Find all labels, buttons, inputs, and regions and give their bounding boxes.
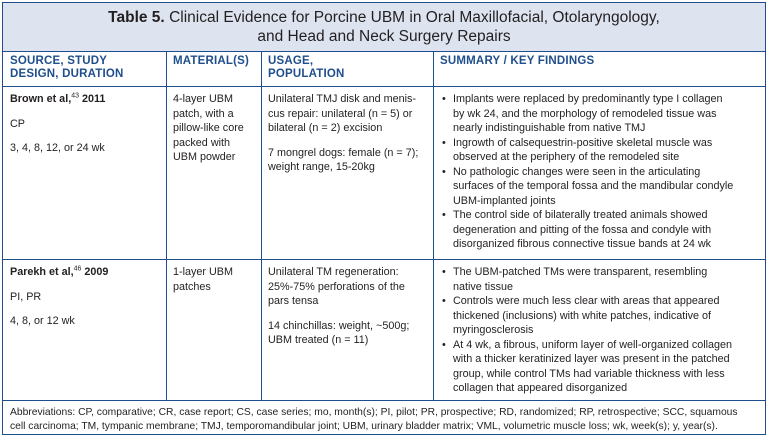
row-divider bbox=[3, 400, 765, 401]
finding-item: • Implants were replaced by predominantly type I collagen by wk 24, and the morphology of remodeled tissue was nearly indistinguishable from native TMJ bbox=[440, 92, 762, 136]
finding-item: • At 4 wk, a fibrous, uniform layer of well-organized collagen with a thicker keratinized layer was present in the patched group, while control TMs had variable thickness with less collagen that appeared disorganized bbox=[440, 338, 762, 396]
clinical-evidence-table bbox=[2, 2, 766, 435]
table-row-1-usage: Unilateral TMJ disk and menis- cus repair: unilateral (n = 5) or bilateral (n = 2) excision 7 mongrel dogs: female (n = 7); weight range, 15-20kg bbox=[268, 93, 419, 173]
header-source: SOURCE, STUDY DESIGN, DURATION bbox=[10, 55, 124, 80]
finding-item: • Ingrowth of calsequestrin-positive skeletal muscle was observed at the periphery of the remodeled site bbox=[440, 136, 762, 165]
column-divider bbox=[261, 52, 262, 401]
table-label: Table 5. bbox=[108, 9, 165, 26]
finding-item: • Controls were much less clear with areas that appeared thickened (inclusions) with white patches, indicative of myringosclerosis bbox=[440, 294, 762, 338]
study-duration: 4, 8, or 12 wk bbox=[10, 315, 75, 327]
study-design: CP bbox=[10, 117, 25, 130]
study-design: PI, PR bbox=[10, 290, 42, 303]
row-divider bbox=[3, 259, 765, 260]
table-title-line2: and Head and Neck Surgery Repairs bbox=[257, 28, 511, 45]
column-divider bbox=[166, 52, 167, 401]
finding-item: • The UBM-patched TMs were transparent, resembling native tissue bbox=[440, 265, 762, 294]
header-summary: SUMMARY / KEY FINDINGS bbox=[440, 55, 595, 67]
table-row-1-source: Brown et al,$^{43}$ 2011 CP 3, 4, 8, 12, or 24 wk bbox=[10, 92, 160, 156]
table-row-2-usage: Unilateral TM regeneration: 25%-75% perforations of the pars tensa 14 chinchillas: weight, ~500g; UBM treated (n = 11) bbox=[268, 266, 410, 346]
table-title bbox=[3, 8, 765, 46]
table-row-2-material: 1-layer UBM patches bbox=[173, 266, 233, 293]
table-title-line1: Clinical Evidence for Porcine UBM in Oral Maxillofacial, Otolaryngology, bbox=[169, 9, 660, 26]
column-divider bbox=[433, 52, 434, 401]
table-row-1-material: 4-layer UBM patch, with a pillow-like core packed with UBM powder bbox=[173, 93, 244, 163]
study-duration: 3, 4, 8, 12, or 24 wk bbox=[10, 142, 105, 154]
table-title-band bbox=[3, 3, 765, 52]
table-row-2-source: Parekh et al,$^{46}$ 2009 PI, PR 4, 8, or 12 wk bbox=[10, 265, 160, 329]
finding-item: • The control side of bilaterally treated animals showed degeneration and pitting of the fossa and condyle with disorganized fibrous connective tissue bands at 24 wk bbox=[440, 208, 762, 252]
table-abbreviations-footnote: Abbreviations: CP, comparative; CR, case report; CS, case series; mo, month(s); PI, pilot; PR, prospective; RD, randomized; RP, retrospective; SCC, squamous cell carcinoma; TM, tympanic membrane; TMJ, temporomandibular joint; UBM, urinary bladder matrix; VML, volumetric muscle loss; wk, week(s); y, year(s). bbox=[10, 407, 738, 432]
finding-item: • No pathologic changes were seen in the articulating surfaces of the temporal fossa and the mandibular condyle UBM-implanted joints bbox=[440, 165, 762, 209]
table-row-2-findings bbox=[440, 265, 762, 396]
table-row-1-findings bbox=[440, 92, 762, 252]
header-usage: USAGE, POPULATION bbox=[268, 55, 345, 80]
header-material: MATERIAL(S) bbox=[173, 55, 250, 67]
